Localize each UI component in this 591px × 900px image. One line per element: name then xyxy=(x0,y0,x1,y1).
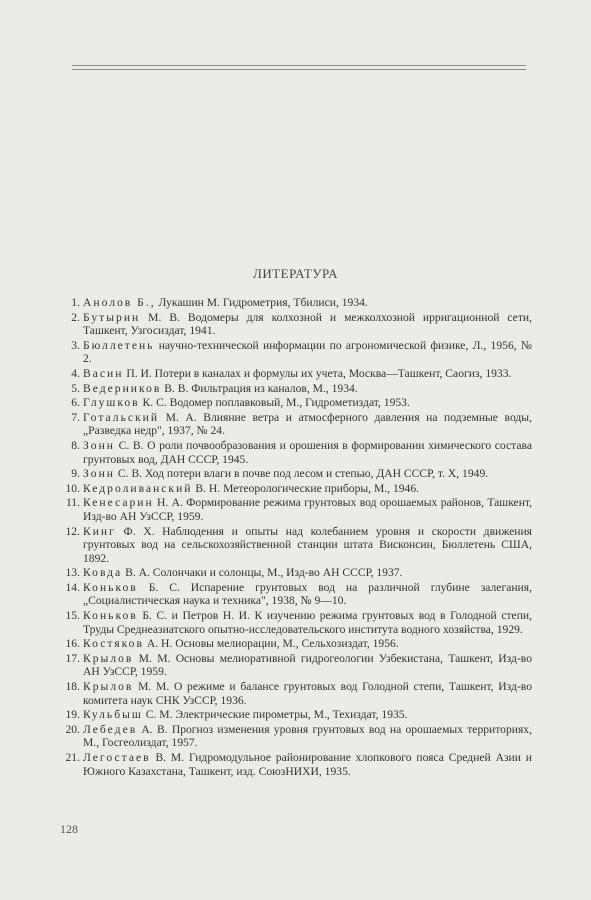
reference-text xyxy=(83,311,532,338)
reference-author: Кенесарин xyxy=(83,496,154,510)
reference-text xyxy=(83,581,532,608)
reference-details: научно-технической информации по агрономической физике, Л., 1956, № 2. xyxy=(83,338,532,366)
reference-author: Костяков xyxy=(83,637,144,651)
reference-number: 21. xyxy=(65,751,80,764)
reference-item xyxy=(60,566,532,580)
reference-details: Н. А. Формирование режима грунтовых вод орошаемых районов, Ташкент, Изд-во АН УзССР, 1959. xyxy=(83,496,532,523)
top-rule xyxy=(72,65,526,66)
reference-details: Лукашин М. Гидрометрия, Тбилиси, 1934. xyxy=(155,296,368,309)
reference-item xyxy=(60,680,532,707)
reference-number: 5. xyxy=(71,381,80,395)
reference-number: 2. xyxy=(71,310,80,324)
reference-details: С. В. Ход потери влаги в почве под лесом и степью, ДАН СССР, т. X, 1949. xyxy=(115,467,489,481)
reference-text xyxy=(83,637,532,651)
reference-details: М. В. Водомеры для колхозной и межколхозной ирригационной сети, Ташкент, Узгосиздат, 1941. xyxy=(83,310,532,338)
reference-author: Зонн xyxy=(83,467,116,481)
reference-author: Ведерников xyxy=(83,381,162,395)
reference-item xyxy=(60,708,532,722)
reference-item xyxy=(60,723,532,750)
reference-text xyxy=(83,708,532,722)
reference-number: 13. xyxy=(65,566,80,580)
reference-item xyxy=(60,482,532,496)
reference-author: Готальский xyxy=(83,410,160,424)
reference-item xyxy=(60,411,532,438)
reference-item xyxy=(60,525,532,566)
reference-item xyxy=(60,439,532,466)
reference-details: А. В. Прогноз изменения уровня грунтовых вод на орошаемых территориях, М., Госгеолиздат, 1957. xyxy=(83,722,532,750)
reference-details: С. М. Электрические пирометры, М., Техиздат, 1935. xyxy=(142,708,408,722)
reference-number: 19. xyxy=(65,708,80,722)
reference-details: В. В. Фильтрация из каналов, М., 1934. xyxy=(161,381,358,395)
reference-number: 14. xyxy=(65,580,80,594)
reference-number: 16. xyxy=(65,637,80,651)
reference-number: 1. xyxy=(71,296,80,309)
reference-number: 9. xyxy=(71,467,80,481)
reference-text xyxy=(83,367,532,381)
reference-item xyxy=(60,311,532,338)
reference-item xyxy=(60,382,532,396)
reference-author: Васин xyxy=(83,366,124,380)
reference-details: В. Н. Метеорологические приборы, М., 1946. xyxy=(192,481,420,495)
reference-author: Ковда xyxy=(83,566,123,580)
reference-text xyxy=(83,652,532,679)
reference-text xyxy=(83,482,532,496)
reference-text xyxy=(83,296,532,310)
reference-number: 15. xyxy=(65,609,80,623)
reference-details: М. М. О режиме и балансе грунтовых вод Голодной степи, Ташкент, Изд-во комитета наук СНК УзССР, 1936. xyxy=(83,680,532,707)
reference-text xyxy=(83,525,532,566)
reference-item xyxy=(60,609,532,636)
reference-number: 18. xyxy=(65,680,80,694)
reference-details: С. В. О роли почвообразования и орошения в формировании химического состава грунтовых вод, ДАН СССР, 1945. xyxy=(83,438,532,466)
reference-number: 3. xyxy=(71,338,80,352)
reference-details: А. Н. Основы мелиорации, М., Сельхозиздат, 1956. xyxy=(143,637,399,651)
reference-text xyxy=(83,382,532,396)
reference-item xyxy=(60,652,532,679)
reference-item xyxy=(60,396,532,410)
reference-author: Крылов xyxy=(83,651,134,665)
reference-number: 17. xyxy=(65,651,80,665)
reference-text xyxy=(83,496,532,523)
reference-number: 6. xyxy=(71,396,80,410)
reference-details: Б. С. и Петров Н. И. К изучению режима грунтовых вод в Голодной степи, Труды Среднеазиатского опытно-исследовательского института водного хозяйства, 1929. xyxy=(83,609,532,636)
reference-author: Коньков xyxy=(83,609,138,623)
reference-item xyxy=(60,467,532,481)
reference-number: 20. xyxy=(65,722,80,736)
reference-item xyxy=(60,296,532,310)
reference-text xyxy=(83,751,532,778)
reference-number: 11. xyxy=(65,496,80,510)
reference-author: Кедроливанский xyxy=(83,481,193,495)
reference-number: 12. xyxy=(65,524,80,538)
reference-author: Кинг xyxy=(83,524,116,538)
reference-details: М. М. Основы мелиоративной гидрогеологии Узбекистана, Ташкент, Изд-во АН УзССР, 1959. xyxy=(83,651,532,679)
reference-author: Анолов Б., xyxy=(83,296,156,309)
reference-details: Б. С. Испарение грунтовых вод на различной глубине залегания, „Социалистическая наука и техника", 1938, № 9—10. xyxy=(83,580,532,608)
reference-author: Лебедев xyxy=(83,722,138,736)
reference-item xyxy=(60,751,532,778)
reference-text xyxy=(83,467,532,481)
reference-text xyxy=(83,396,532,410)
reference-text xyxy=(83,723,532,750)
reference-details: М. А. Влияние ветра и атмосферного давления на подземные воды, „Разведка недр", 1937, № 24. xyxy=(83,410,532,438)
reference-text xyxy=(83,411,532,438)
top-rule-second xyxy=(72,69,526,70)
reference-author: Глушков xyxy=(83,396,140,410)
reference-details: В. М. Гидромодульное районирование хлопкового пояса Средней Азии и Южного Казахстана, Ташкент, изд. СоюзНИХИ, 1935. xyxy=(83,751,532,778)
reference-text xyxy=(83,680,532,707)
reference-details: Ф. Х. Наблюдения и опыты над колебанием уровня и скорости движения грунтовых вод на сельскохозяйственной станции штата Висконсин, Бюллетень США, 1892. xyxy=(83,524,532,565)
reference-author: Бутырин xyxy=(83,310,141,324)
reference-details: В. А. Солончаки и солонцы, М., Изд-во АН СССР, 1937. xyxy=(122,566,403,580)
reference-number: 7. xyxy=(71,410,80,424)
reference-item xyxy=(60,637,532,651)
reference-number: 8. xyxy=(71,438,80,452)
reference-details: П. И. Потери в каналах и формулы их учета, Москва—Ташкент, Саогиз, 1933. xyxy=(123,366,512,380)
reference-author: Кульбыш xyxy=(83,708,143,722)
section-heading: ЛИТЕРАТУРА xyxy=(253,266,338,281)
page-number: 128 xyxy=(60,822,78,836)
reference-item xyxy=(60,581,532,608)
reference-author: Бюллетень xyxy=(83,338,155,352)
reference-author: Зонн xyxy=(83,438,116,452)
reference-author: Крылов xyxy=(83,680,134,694)
reference-number: 4. xyxy=(71,366,80,380)
reference-number: 10. xyxy=(65,481,80,495)
reference-text xyxy=(83,439,532,466)
reference-details: К. С. Водомер поплавковый, М., Гидрометиздат, 1953. xyxy=(139,396,410,410)
reference-author: Легостаев xyxy=(83,751,151,764)
reference-text xyxy=(83,339,532,366)
reference-item xyxy=(60,367,532,381)
reference-item xyxy=(60,496,532,523)
reference-text xyxy=(83,609,532,636)
reference-item xyxy=(60,339,532,366)
reference-list xyxy=(60,296,532,779)
reference-author: Коньков xyxy=(83,580,138,594)
reference-text xyxy=(83,566,532,580)
